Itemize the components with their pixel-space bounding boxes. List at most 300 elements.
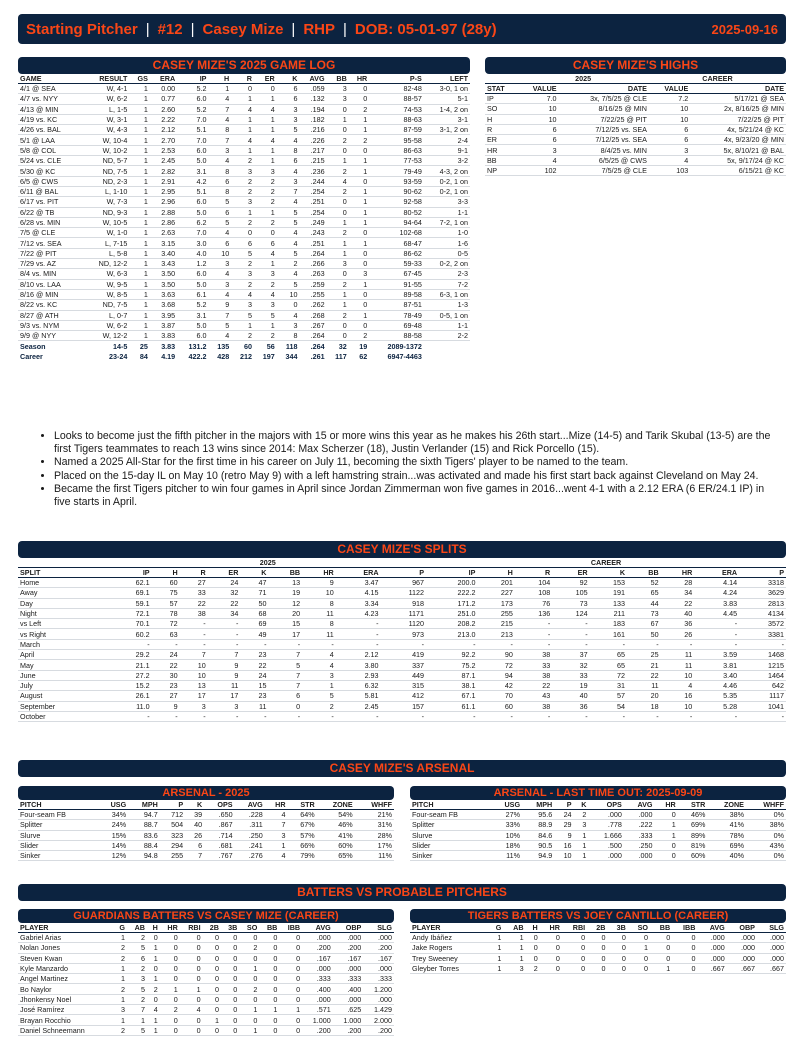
cell: - [781, 712, 784, 721]
cell: 1 [270, 259, 275, 269]
cell: .251 [310, 238, 325, 248]
cell: 3 [293, 176, 298, 186]
cell: 6 [198, 841, 203, 851]
cell: 1 [497, 943, 502, 953]
cell: 3.40 [723, 670, 738, 680]
cell: 4.0 [196, 248, 207, 258]
arsenal-2025-table [18, 800, 394, 861]
cell: 1 [363, 238, 368, 248]
cell: 4.24 [723, 588, 738, 598]
cell: 1 [153, 943, 158, 953]
tigers-batters-title: TIGERS BATTERS VS JOEY CANTILLO (CAREER) [410, 909, 786, 923]
cell: 1 [671, 820, 676, 830]
cell: 2 [253, 984, 258, 994]
cell: 3.81 [723, 660, 738, 670]
cell: 22 [197, 598, 206, 608]
cell: 20 [292, 609, 301, 619]
cell: 1 [270, 156, 275, 166]
cell: 102 [544, 166, 557, 176]
cell: 4 [342, 176, 347, 186]
cell: 6 [225, 207, 230, 217]
cell: HR [487, 145, 498, 155]
cell: 0 [296, 953, 301, 963]
cell: .400 [347, 984, 362, 994]
table-row [18, 588, 786, 598]
cell: June [20, 670, 36, 680]
cell: 1 [153, 1015, 158, 1025]
table-row [18, 238, 470, 248]
cell: 23 [258, 650, 267, 660]
cell: 0 [342, 320, 347, 330]
cell: 60 [243, 341, 252, 351]
cell: April [20, 650, 35, 660]
cell: 88-58 [403, 331, 422, 341]
cell: 422.2 [188, 351, 207, 361]
cell: 2 [173, 1005, 178, 1015]
column-header: SO [628, 923, 650, 933]
cell: 0 [196, 933, 201, 943]
cell: 104 [538, 578, 551, 588]
column-header: STAT [485, 84, 517, 94]
cell: 92-58 [403, 197, 422, 207]
column-header: ERA [336, 568, 381, 578]
cell: 38 [197, 609, 206, 619]
cell: .200 [378, 943, 392, 953]
cell: .714 [218, 830, 233, 840]
column-header: ER [208, 568, 241, 578]
cell: .259 [310, 279, 325, 289]
column-header: BB [627, 568, 661, 578]
cell: 0 [296, 984, 301, 994]
cell: 94 [504, 670, 513, 680]
cell: 40 [579, 691, 588, 701]
cell: 1 [143, 104, 148, 114]
column-header: USG [490, 800, 522, 810]
cell: 60.2 [135, 629, 150, 639]
cell: 13 [197, 681, 206, 691]
column-header: ER [552, 568, 589, 578]
cell: 2.000 [374, 1015, 392, 1025]
cell: 3 [363, 269, 368, 279]
cell: 0 [273, 1015, 278, 1025]
cell: 32 [579, 660, 588, 670]
cell: - [510, 712, 513, 721]
cell: 0.77 [161, 94, 176, 104]
column-header: ERA [694, 568, 739, 578]
cell: 1 [143, 228, 148, 238]
cell: 1 [225, 84, 230, 94]
cell: 2 [363, 331, 368, 341]
cell: 712 [171, 810, 184, 820]
cell: 11 [326, 629, 334, 639]
cell: 0 [273, 964, 278, 974]
cell: .667 [710, 964, 725, 974]
cell: 19 [292, 588, 301, 598]
cell: 4 [225, 290, 230, 300]
cell: 3 [293, 104, 298, 114]
cell: 2 [140, 994, 145, 1004]
cell: 4 [293, 269, 298, 279]
cell: 1 [247, 207, 252, 217]
cell: 88-63 [403, 115, 422, 125]
cell: 32 [230, 588, 239, 598]
cell: 2 [120, 984, 125, 994]
cell: Jhonkensy Noel [20, 994, 72, 1004]
cell: 2.91 [161, 176, 176, 186]
cell: 27 [169, 691, 178, 701]
cell: 79% [300, 851, 315, 861]
cell: 1 [120, 994, 125, 1004]
cell: 973 [412, 629, 425, 639]
column-header: GS [129, 74, 149, 84]
cell: 0 [601, 933, 606, 943]
cell: .867 [218, 820, 233, 830]
cell: ND, 12-2 [98, 259, 128, 269]
table-row [18, 1015, 394, 1025]
cell: .000 [378, 994, 392, 1004]
cell: - [547, 639, 551, 649]
cell: 4 [247, 290, 252, 300]
table-row [410, 840, 786, 850]
cell: 105 [575, 588, 588, 598]
cell: L, 0-7 [109, 310, 128, 320]
cell: 0 [233, 1005, 238, 1015]
cell: 62.1 [135, 578, 150, 588]
column-header: USG [97, 800, 128, 810]
cell: 9-1 [457, 145, 468, 155]
cell: 2.60 [161, 104, 176, 114]
cell: 10 [563, 851, 572, 861]
cell: 2 [582, 810, 587, 820]
cell: .000 [607, 851, 622, 861]
cell: 5.2 [196, 300, 207, 310]
cell: 1 [253, 1005, 258, 1015]
cell: 0 [173, 943, 178, 953]
cell: 2 [120, 1025, 125, 1035]
cell: - [376, 619, 379, 629]
cell: 94-64 [403, 218, 422, 227]
cell: 6 [684, 125, 689, 135]
cell: 6 [296, 691, 301, 701]
cell: 1 [253, 1025, 258, 1035]
cell: - [236, 619, 239, 629]
cell: Four-seam FB [20, 810, 66, 820]
cell: Steven Kwan [20, 953, 63, 963]
cell: 2 [342, 135, 347, 145]
cell: 3 [225, 145, 230, 155]
cell: 1 [363, 279, 368, 289]
cell: 90.5 [538, 841, 553, 851]
cell: 6.32 [364, 681, 379, 691]
cell: 40 [684, 609, 693, 619]
cell: 1 [363, 115, 368, 125]
cell: 6 [247, 238, 252, 248]
cell: 4 [329, 650, 334, 660]
cell: 24% [111, 820, 127, 830]
cell: 0 [342, 331, 347, 341]
cell: 6 [270, 238, 275, 248]
cell: - [147, 712, 150, 721]
cell: 1 [153, 974, 158, 984]
cell: .200 [316, 943, 331, 953]
cell: 0 [691, 964, 696, 974]
cell: 4.14 [723, 578, 738, 588]
cell: 5 [225, 320, 230, 330]
cell: 1.000 [343, 1015, 362, 1025]
report-date: 2025-09-16 [711, 21, 778, 37]
cell: .571 [316, 1005, 331, 1015]
column-header: R [180, 568, 208, 578]
cell: 2 [533, 964, 538, 974]
cell: - [734, 629, 738, 639]
table-row [18, 608, 786, 618]
cell: 9/3 vs. NYM [20, 320, 60, 330]
cell: 7.2 [678, 94, 689, 104]
column-header: IP [426, 568, 477, 578]
cell: 34 [684, 588, 693, 598]
cell: 8 [225, 125, 230, 135]
cell: ND, 9-3 [102, 207, 128, 217]
cell: 1 [143, 207, 148, 217]
cell: 3x, 7/5/25 @ CLE [590, 94, 647, 104]
cell: - [297, 712, 301, 721]
cell: Brayan Rocchio [20, 1015, 71, 1025]
cell: 1120 [408, 619, 425, 629]
cell: 153 [613, 578, 626, 588]
cell: 200.0 [457, 578, 476, 588]
cell: Sinker [20, 851, 41, 861]
cell: 0 [273, 943, 278, 953]
cell: .251 [310, 197, 325, 207]
cell: 72 [617, 670, 626, 680]
table-row [18, 701, 786, 711]
cell: 11 [684, 650, 693, 660]
cell: 6.0 [196, 197, 207, 207]
cell: 0-5, 1 on [439, 310, 468, 320]
table-row [18, 840, 394, 850]
cell: 38% [769, 820, 784, 830]
column-header: G [114, 923, 127, 933]
cell: 0 [233, 984, 238, 994]
cell: 6 [140, 953, 145, 963]
table-row [18, 176, 470, 186]
cell: 69% [690, 820, 706, 830]
cell: - [547, 619, 551, 629]
group-career: CAREER [426, 558, 786, 568]
cell: 2 [140, 933, 145, 943]
cell: 4 [225, 269, 230, 279]
cell: 5/1 @ LAA [20, 135, 55, 145]
cell: 26 [194, 830, 203, 840]
cell: 1 [342, 300, 347, 310]
cell: 4 [270, 104, 275, 114]
cell: 6/5/25 @ CWS [598, 155, 647, 165]
group-2025: 2025 [517, 74, 649, 84]
cell: Slider [20, 841, 39, 851]
cell: 1 [582, 841, 587, 851]
cell: 1 [173, 984, 178, 994]
cell: 0 [233, 974, 238, 984]
cell: L, 1-10 [105, 187, 128, 197]
column-header: DATE [690, 84, 786, 94]
cell: 8/4/25 vs. MIN [600, 145, 647, 155]
cell: 24 [169, 650, 178, 660]
cell: - [510, 639, 513, 649]
cell: 3 [201, 701, 206, 711]
cell: 3 [293, 115, 298, 125]
cell: 1 [363, 197, 368, 207]
cell: 1 [247, 94, 252, 104]
cell: 3.50 [161, 279, 176, 289]
cell: 1 [363, 166, 368, 176]
cell: - [147, 639, 150, 649]
cell: 0 [196, 994, 201, 1004]
cell: 22 [684, 598, 693, 608]
table-row [18, 166, 470, 176]
cell: 59-33 [403, 259, 422, 269]
cell: 14% [111, 841, 127, 851]
column-header: BB [268, 568, 302, 578]
cell: 11 [651, 681, 659, 691]
cell: 315 [412, 681, 425, 691]
throws: RHP [303, 20, 335, 38]
cell: 7 [225, 104, 230, 114]
cell: 2 [342, 310, 347, 320]
cell: 4 [329, 660, 334, 670]
cell: 211 [613, 609, 626, 619]
table-row [18, 711, 786, 721]
cell: 108 [538, 588, 551, 598]
cell: 1 [120, 974, 125, 984]
table-row [18, 125, 470, 135]
cell: 1 [143, 290, 148, 300]
cell: 0 [671, 851, 676, 861]
cell: 7 [225, 310, 230, 320]
column-header: ER [254, 74, 277, 84]
table-row [485, 124, 786, 134]
column-header: STR [288, 800, 317, 810]
cell: ND, 5-7 [102, 156, 128, 166]
cell: - [203, 629, 206, 639]
cell: 88.9 [538, 820, 553, 830]
cell: 37 [579, 650, 588, 660]
column-header: K [185, 800, 204, 810]
cell: 5-1 [457, 94, 468, 104]
cell: - [376, 712, 379, 721]
cell: 84.6 [538, 830, 553, 840]
cell: 255 [500, 609, 513, 619]
cell: 1 [363, 125, 368, 135]
cell: 67% [300, 820, 315, 830]
cell: 0 [671, 841, 676, 851]
cell: 0 [621, 964, 626, 974]
cell: 76 [542, 598, 551, 608]
cell: W, 6-3 [106, 269, 128, 279]
cell: 3.47 [364, 578, 379, 588]
notes-list [42, 430, 782, 510]
highs-title: CASEY MIZE'S HIGHS [485, 57, 786, 74]
cell: 918 [412, 598, 425, 608]
cell: 7 [198, 851, 203, 861]
column-header: HR [265, 800, 288, 810]
cell: 93-59 [403, 176, 422, 186]
column-header: SPLIT [18, 568, 110, 578]
cell: 1 [120, 1015, 125, 1025]
cell: 7.0 [196, 135, 207, 145]
table-row [18, 953, 394, 963]
cell: 79-49 [403, 166, 422, 176]
cell: 0 [363, 176, 368, 186]
cell: 1.000 [312, 1015, 331, 1025]
cell: 68 [258, 609, 267, 619]
cell: 1 [140, 1015, 145, 1025]
cell: 2 [247, 218, 252, 227]
cell: 43% [769, 841, 784, 851]
cell: - [781, 639, 784, 649]
cell: 0 [293, 300, 298, 310]
cell: 1 [143, 176, 148, 186]
cell: 38 [542, 650, 551, 660]
column-header: HR [661, 568, 695, 578]
column-header: VALUE [517, 84, 558, 94]
cell: 2 [342, 166, 347, 176]
cell: .000 [347, 964, 362, 974]
cell: 1464 [768, 670, 784, 680]
cell: 161 [613, 629, 626, 639]
cell: 2 [247, 331, 252, 341]
cell: .625 [347, 1005, 362, 1015]
cell: Night [20, 609, 37, 619]
cell: 2.82 [161, 166, 176, 176]
cell: 57% [300, 830, 315, 840]
cell: 8/16/25 @ MIN [598, 104, 647, 114]
cell: 1 [143, 279, 148, 289]
cell: Andy Ibáñez [412, 933, 452, 943]
cell: 2.88 [161, 207, 176, 217]
column-header: PITCH [410, 800, 490, 810]
column-header: HR [655, 800, 678, 810]
table-row [18, 289, 470, 299]
cell: 0 [273, 994, 278, 1004]
cell: 3381 [768, 629, 784, 639]
cell: 337 [412, 660, 425, 670]
cell: Slurve [20, 830, 41, 840]
column-header: IP [177, 74, 208, 84]
cell: 65 [650, 588, 659, 598]
cell: 27 [197, 578, 206, 588]
cell: 3-1, 2 on [439, 125, 468, 135]
cell: 7-2, 1 on [439, 218, 468, 227]
cell: 6-3, 1 on [439, 290, 468, 300]
cell: 1 [273, 1005, 278, 1015]
cell: 0 [196, 1025, 201, 1035]
cell: 0 [196, 1015, 201, 1025]
cell: - [203, 639, 206, 649]
cell: 0 [153, 933, 158, 943]
cell: 1 [143, 187, 148, 197]
cell: W, 4-1 [106, 84, 128, 94]
cell: 3.63 [161, 290, 176, 300]
arsenal-section [18, 760, 786, 861]
cell: 3.68 [161, 300, 176, 310]
cell: 1 [143, 259, 148, 269]
cell: - [585, 629, 588, 639]
cell: .167 [316, 953, 331, 963]
cell: August [20, 691, 43, 701]
cell: .650 [218, 810, 233, 820]
cell: 15 [292, 619, 301, 629]
cell: 197 [262, 351, 275, 361]
